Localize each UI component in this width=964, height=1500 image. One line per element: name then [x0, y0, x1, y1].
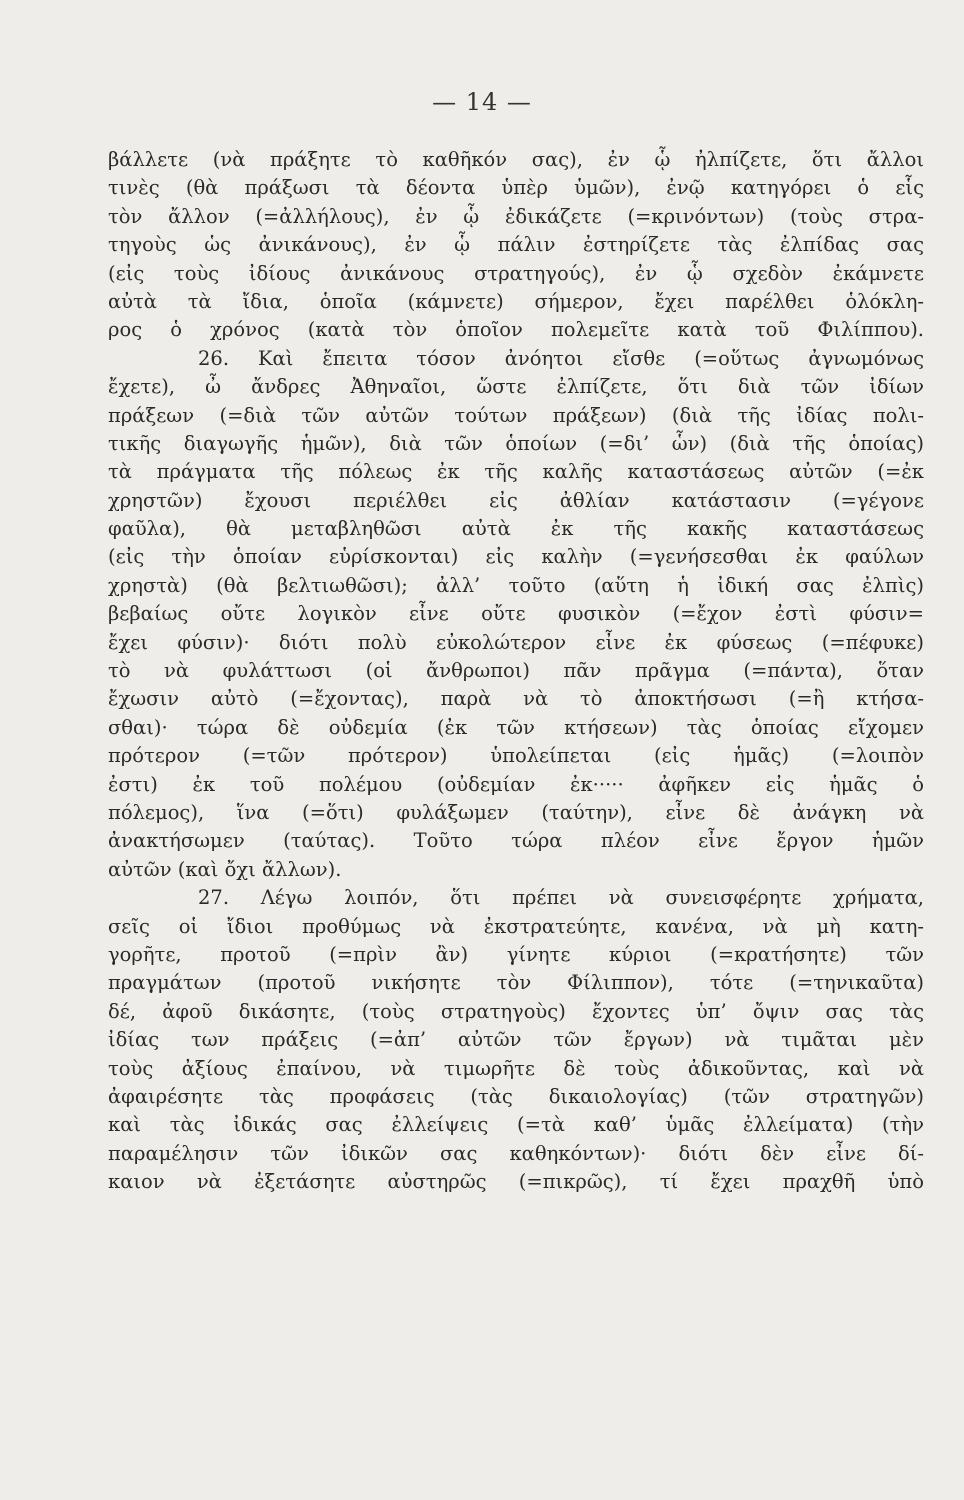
text-line: ἔχει φύσιν)· διότι πολὺ εὐκολώτερον εἶνε ἐκ φύσεως (=πέφυκε): [108, 630, 924, 654]
text-line: 27. Λέγω λοιπόν, ὅτι πρέπει νὰ συνεισφέρητε χρήματα,: [198, 886, 924, 910]
text-line: δέ, ἀφοῦ δικάσητε, (τοὺς στρατηγοὺς) ἔχοντες ὑπ’ ὄψιν σας τὰς: [108, 999, 924, 1023]
text-line: ἀνακτήσωμεν (ταύτας). Τοῦτο τώρα πλέον εἶνε ἔργον ἡμῶν: [108, 829, 924, 853]
text-line: (εἰς τὴν ὁποίαν εὑρίσκονται) εἰς καλὴν (=γενήσεσθαι ἐκ φαύλων: [108, 545, 924, 569]
text-line: τοὺς ἀξίους ἐπαίνου, νὰ τιμωρῆτε δὲ τοὺς ἀδικοῦντας, καὶ νὰ: [108, 1056, 924, 1080]
text-line: ρος ὁ χρόνος (κατὰ τὸν ὁποῖον πολεμεῖτε κατὰ τοῦ Φιλίππου).: [108, 318, 924, 342]
text-line: βάλλετε (νὰ πράξητε τὸ καθῆκόν σας), ἐν ᾧ ἠλπίζετε, ὅτι ἄλλοι: [108, 148, 924, 171]
text-line: σθαι)· τώρα δὲ οὐδεμία (ἐκ τῶν κτήσεων) τὰς ὁποίας εἴχομεν: [108, 715, 924, 739]
body-text: [108, 146, 924, 1196]
text-line: τὸν ἄλλον (=ἀλλήλους), ἐν ᾧ ἐδικάζετε (=κρινόντων) (τοὺς στρα-: [108, 204, 924, 228]
text-line: γορῆτε, προτοῦ (=πρὶν ἂν) γίνητε κύριοι (=κρατήσητε) τῶν: [108, 942, 924, 966]
text-line: αὐτὰ τὰ ἴδια, ὁποῖα (κάμνετε) σήμερον, ἔχει παρέλθει ὁλόκλη-: [108, 289, 924, 313]
text-line: ἰδίας των πράξεις (=ἀπ’ αὐτῶν τῶν ἔργων) νὰ τιμᾶται μὲν: [108, 1028, 924, 1052]
text-line: χρηστὰ) (θὰ βελτιωθῶσι); ἀλλ’ τοῦτο (αὕτη ἡ ἰδική σας ἐλπὶς): [108, 573, 924, 597]
text-line: ἔχετε), ὦ ἄνδρες Ἀθηναῖοι, ὥστε ἐλπίζετε, ὅτι διὰ τῶν ἰδίων: [108, 375, 924, 399]
page-number: — 14 —: [432, 88, 532, 116]
text-line: τηγοὺς ὡς ἀνικάνους), ἐν ᾧ πάλιν ἐστηρίζετε τὰς ἐλπίδας σας: [108, 233, 924, 257]
text-line: (εἰς τοὺς ἰδίους ἀνικάνους στρατηγούς), ἐν ᾧ σχεδὸν ἐκάμνετε: [108, 261, 924, 285]
text-line: πράξεων (=διὰ τῶν αὐτῶν τούτων πράξεων) (διὰ τῆς ἰδίας πολι-: [108, 403, 924, 427]
text-line: τὰ πράγματα τῆς πόλεως ἐκ τῆς καλῆς καταστάσεως αὐτῶν (=ἐκ: [108, 460, 924, 484]
text-line: ἐστι) ἐκ τοῦ πολέμου (οὐδεμίαν ἐκ····· ἀφῆκεν εἰς ἡμᾶς ὁ: [108, 772, 924, 796]
text-line: 26. Καὶ ἔπειτα τόσον ἀνόητοι εἴσθε (=οὕτως ἀγνωμόνως: [198, 346, 924, 370]
text-line: σεῖς οἱ ἴδιοι προθύμως νὰ ἐκστρατεύητε, κανένα, νὰ μὴ κατη-: [108, 914, 924, 938]
text-line: παραμέλησιν τῶν ἰδικῶν σας καθηκόντων)· διότι δὲν εἶνε δί-: [108, 1141, 924, 1165]
text-line: πραγμάτων (προτοῦ νικήσητε τὸν Φίλιππον), τότε (=τηνικαῦτα): [108, 971, 924, 995]
text-line: ἔχωσιν αὐτὸ (=ἔχοντας), παρὰ νὰ τὸ ἀποκτήσωσι (=ἢ κτήσα-: [108, 687, 924, 711]
text-line: τινὲς (θὰ πράξωσι τὰ δέοντα ὑπὲρ ὑμῶν), ἐνῷ κατηγόρει ὁ εἷς: [108, 176, 924, 200]
text-line: τικῆς διαγωγῆς ἡμῶν), διὰ τῶν ὁποίων (=δι’ ὧν) (διὰ τῆς ὁποίας): [108, 431, 924, 455]
text-line: πόλεμος), ἵνα (=ὅτι) φυλάξωμεν (ταύτην), εἶνε δὲ ἀνάγκη νὰ: [108, 800, 924, 824]
text-line: πρότερον (=τῶν πρότερον) ὑπολείπεται (εἰς ἡμᾶς) (=λοιπὸν: [108, 744, 924, 768]
text-line: αὐτῶν (καὶ ὄχι ἄλλων).: [108, 857, 342, 881]
text-line: καιον νὰ ἐξετάσητε αὐστηρῶς (=πικρῶς), τί ἔχει πραχθῆ ὑπὸ: [108, 1170, 924, 1194]
text-line: ἀφαιρέσητε τὰς προφάσεις (τὰς δικαιολογίας) (τῶν στρατηγῶν): [108, 1084, 924, 1108]
text-line: βεβαίως οὔτε λογικὸν εἶνε οὔτε φυσικὸν (=ἔχον ἐστὶ φύσιν=: [108, 602, 924, 626]
text-line: φαῦλα), θὰ μεταβληθῶσι αὐτὰ ἐκ τῆς κακῆς καταστάσεως: [108, 517, 924, 541]
text-line: χρηστῶν) ἔχουσι περιέλθει εἰς ἀθλίαν κατάστασιν (=γέγονε: [108, 488, 924, 512]
text-line: τὸ νὰ φυλάττωσι (οἱ ἄνθρωποι) πᾶν πρᾶγμα (=πάντα), ὅταν: [108, 659, 924, 683]
text-line: καὶ τὰς ἰδικάς σας ἐλλείψεις (=τὰ καθ’ ὑμᾶς ἐλλείματα) (τὴν: [108, 1113, 924, 1137]
